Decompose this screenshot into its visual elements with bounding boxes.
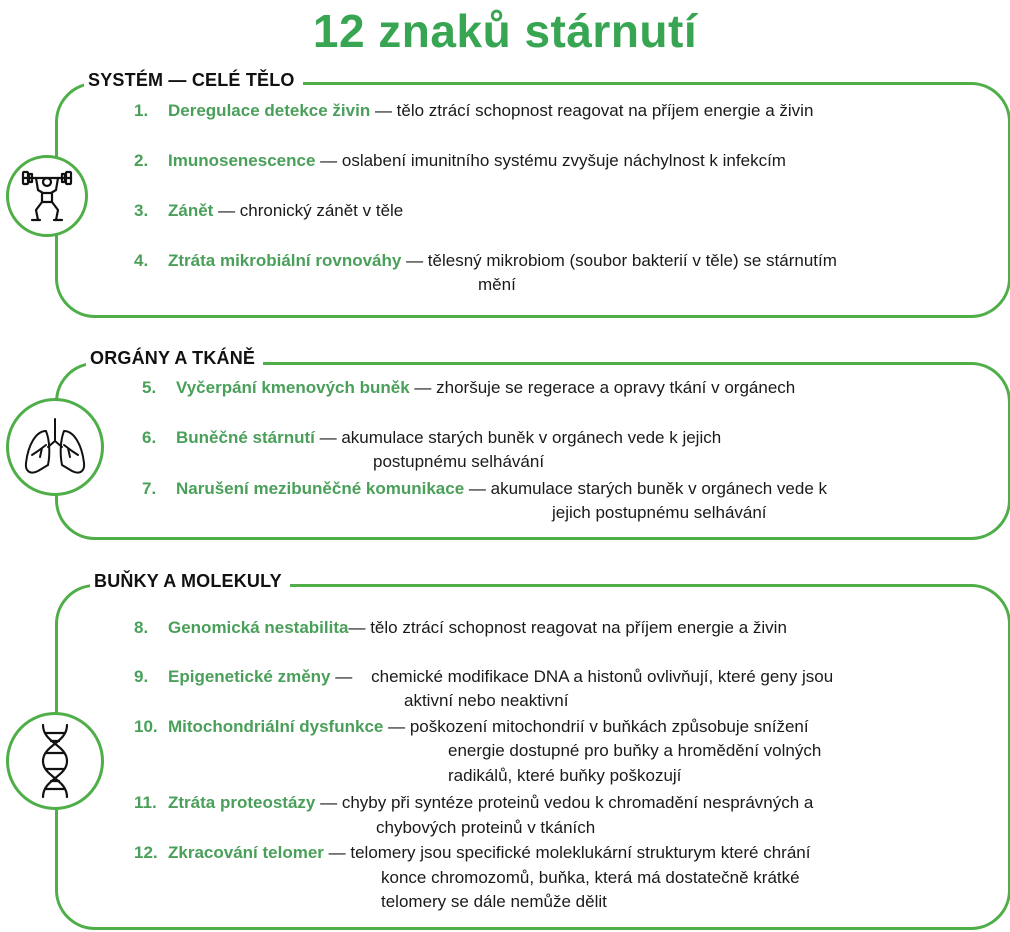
item-number: 1. (134, 101, 149, 120)
item-separator: — (401, 251, 428, 270)
item-number: 8. (134, 618, 149, 637)
item-number: 7. (142, 479, 157, 498)
section-heading-organs: ORGÁNY A TKÁNĚ (86, 348, 263, 369)
item-description: oslabení imunitního systému zvyšuje náchylnost k infekcím (341, 151, 786, 170)
list-item (134, 616, 787, 640)
item-term: Vyčerpání kmenových buněk (176, 378, 410, 397)
lungs-icon (20, 415, 90, 479)
list-item (134, 665, 833, 689)
item-number: 5. (142, 378, 157, 397)
list-item-continuation (381, 890, 607, 914)
item-number: 10. (134, 717, 158, 736)
item-term: Epigenetické změny (168, 667, 331, 686)
section-heading-cells: BUŇKY A MOLEKULY (90, 571, 290, 592)
item-description: akumulace starých buněk v orgánech vede k jejich (341, 428, 722, 447)
item-separator: — (315, 793, 342, 812)
list-item (134, 99, 813, 123)
item-description-line2: mění (478, 275, 516, 294)
item-term: Genomická nestabilita (168, 618, 349, 637)
list-item (134, 715, 809, 739)
item-description: chronický zánět v těle (239, 201, 404, 220)
item-description-line2: postupnému selhávání (373, 452, 545, 471)
list-item (142, 477, 827, 501)
list-item (142, 376, 795, 400)
item-separator: — (464, 479, 491, 498)
item-separator: — (348, 618, 371, 637)
item-separator: — (315, 151, 342, 170)
weightlifter-icon (17, 166, 77, 226)
item-term: Zkracování telomer (168, 843, 324, 862)
item-term: Buněčné stárnutí (176, 428, 315, 447)
page-title: 12 znaků stárnutí (312, 5, 698, 57)
item-description-line3: telomery se dále nemůže dělit (381, 892, 607, 911)
item-term: Imunosenescence (168, 151, 316, 170)
list-item (134, 249, 837, 273)
item-description: poškození mitochondrií v buňkách způsobuje snížení (409, 717, 809, 736)
item-number: 2. (134, 151, 149, 170)
section-heading-system: SYSTÉM — CELÉ TĚLO (84, 70, 303, 91)
list-item-continuation (373, 450, 544, 474)
item-description-line2: jejich postupnému selhávání (552, 503, 767, 522)
item-term: Deregulace detekce živin (168, 101, 371, 120)
item-separator: — (213, 201, 240, 220)
list-item-continuation (381, 866, 800, 890)
list-item-continuation (478, 273, 516, 297)
item-separator: — (383, 717, 410, 736)
item-number: 9. (134, 667, 149, 686)
item-description-line3: radikálů, které buňky poškozují (448, 766, 682, 785)
list-item-continuation (448, 739, 821, 763)
item-description-line2: energie dostupné pro buňky a hromědění volných (448, 741, 822, 760)
item-term: Mitochondriální dysfunkce (168, 717, 384, 736)
item-description: chemické modifikace DNA a histonů ovlivňují, které geny jsou (371, 667, 834, 686)
item-separator: — (314, 428, 342, 447)
item-number: 6. (142, 428, 157, 447)
list-item (142, 426, 721, 450)
lungs-icon-circle (6, 398, 104, 496)
item-description: telomery jsou specifické moleklukární strukturym které chrání (350, 843, 811, 862)
list-item (134, 841, 810, 865)
list-item-continuation (448, 764, 681, 788)
item-term: Ztráta mikrobiální rovnováhy (168, 251, 402, 270)
item-description: zhoršuje se regerace a opravy tkání v orgánech (436, 378, 796, 397)
item-term: Zánět (168, 201, 214, 220)
item-number: 3. (134, 201, 149, 220)
weightlifter-icon-circle (6, 155, 88, 237)
item-description: tělo ztrácí schopnost reagovat na příjem energie a živin (396, 101, 814, 120)
item-description-line2: aktivní nebo neaktivní (404, 691, 569, 710)
list-item-continuation (376, 816, 595, 840)
dna-icon (35, 723, 75, 799)
item-description: tělo ztrácí schopnost reagovat na příjem energie a živin (370, 618, 787, 637)
list-item (134, 791, 813, 815)
list-item (134, 149, 786, 173)
item-separator: — (323, 843, 351, 862)
list-item (134, 199, 403, 223)
item-term: Narušení mezibuněčné komunikace (176, 479, 465, 498)
item-number: 4. (134, 251, 149, 270)
list-item-continuation (552, 501, 767, 525)
item-number: 11. (134, 793, 157, 812)
dna-icon-circle (6, 712, 104, 810)
item-description: akumulace starých buněk v orgánech vede k (490, 479, 828, 498)
item-description-line2: konce chromozomů, buňka, která má dostatečně krátké (381, 868, 800, 887)
item-separator: — (370, 101, 397, 120)
item-term: Ztráta proteostázy (168, 793, 316, 812)
item-separator: — (330, 667, 372, 686)
list-item-continuation (404, 689, 568, 713)
item-separator: — (409, 378, 437, 397)
item-description: tělesný mikrobiom (soubor bakterií v těle) se stárnutím (427, 251, 837, 270)
item-number: 12. (134, 843, 158, 862)
item-description-line2: chybových proteinů v tkáních (376, 818, 596, 837)
item-description: chyby při syntéze proteinů vedou k chromadění nesprávných a (341, 793, 814, 812)
